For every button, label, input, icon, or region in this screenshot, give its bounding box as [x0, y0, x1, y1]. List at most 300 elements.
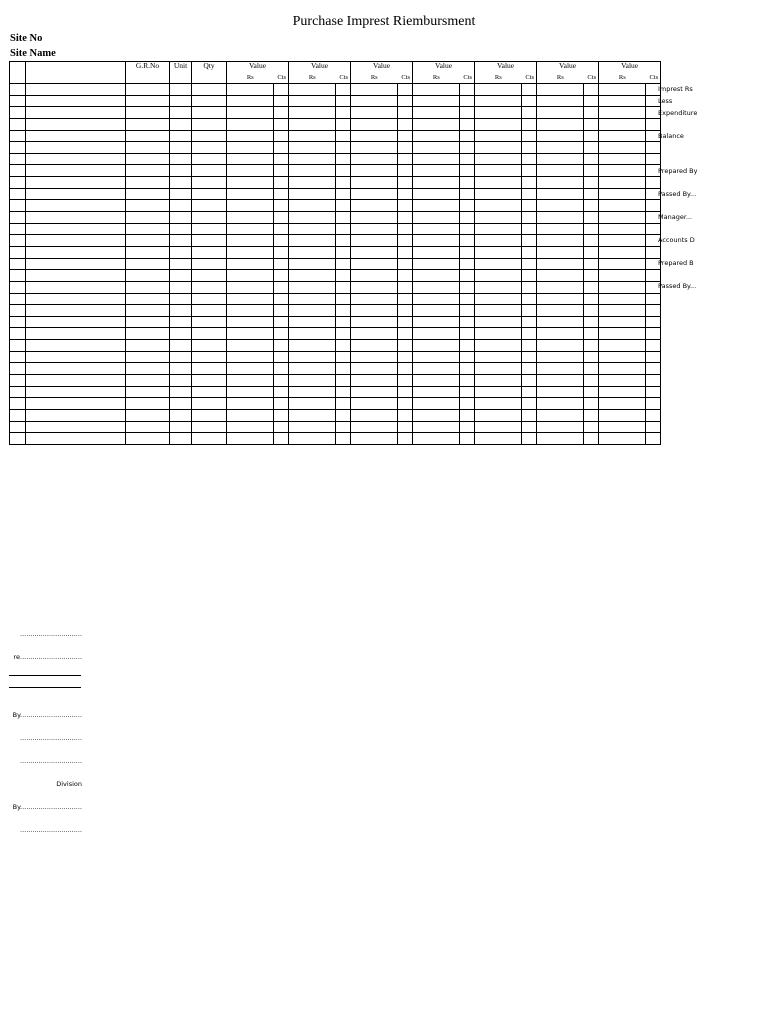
table-cell [227, 409, 274, 421]
table-cell [336, 328, 351, 340]
header-value: Value [289, 62, 351, 74]
table-cell [460, 200, 475, 212]
site-name-label: Site Name [10, 48, 56, 59]
table-cell [584, 293, 599, 305]
table-cell [584, 398, 599, 410]
table-cell [413, 281, 460, 293]
table-row [10, 305, 661, 317]
table-cell [351, 130, 398, 142]
table-cell [289, 153, 336, 165]
table-cell [192, 223, 227, 235]
table-cell [460, 153, 475, 165]
table-cell [274, 328, 289, 340]
table-cell [522, 293, 537, 305]
table-cell [10, 375, 26, 387]
table-cell [584, 188, 599, 200]
table-cell [475, 223, 522, 235]
table-cell [126, 177, 170, 189]
table-cell [126, 293, 170, 305]
table-cell [26, 305, 126, 317]
table-cell [584, 340, 599, 352]
side-label: Manager... [658, 213, 693, 221]
table-cell [537, 246, 584, 258]
table-cell [584, 409, 599, 421]
table-cell [336, 130, 351, 142]
table-cell [170, 235, 192, 247]
table-cell [170, 305, 192, 317]
table-cell [227, 328, 274, 340]
table-cell [460, 246, 475, 258]
table-cell [460, 281, 475, 293]
table-cell [26, 130, 126, 142]
table-cell [126, 421, 170, 433]
table-cell [599, 223, 646, 235]
table-cell [460, 212, 475, 224]
table-cell [126, 95, 170, 107]
table-cell [537, 433, 584, 445]
table-cell [336, 433, 351, 445]
table-cell [170, 351, 192, 363]
table-cell [537, 235, 584, 247]
table-cell [584, 363, 599, 375]
table-cell [351, 386, 398, 398]
table-cell [646, 246, 661, 258]
table-cell [584, 281, 599, 293]
table-cell [351, 375, 398, 387]
table-cell [460, 107, 475, 119]
table-cell [289, 258, 336, 270]
table-cell [10, 421, 26, 433]
table-cell [584, 351, 599, 363]
table-cell [460, 305, 475, 317]
table-cell [289, 142, 336, 154]
table-cell [460, 142, 475, 154]
table-cell [646, 153, 661, 165]
table-cell [10, 177, 26, 189]
table-cell [646, 375, 661, 387]
table-cell [227, 351, 274, 363]
table-cell [289, 130, 336, 142]
table-row [10, 421, 661, 433]
table-cell [398, 177, 413, 189]
balance-underline [9, 687, 81, 688]
table-cell [170, 421, 192, 433]
table-cell [126, 363, 170, 375]
table-cell [274, 386, 289, 398]
header-value: Value [351, 62, 413, 74]
table-cell [336, 363, 351, 375]
table-cell [227, 235, 274, 247]
table-cell [413, 340, 460, 352]
table-cell [599, 246, 646, 258]
table-cell [522, 95, 537, 107]
table-row [10, 351, 661, 363]
table-cell [599, 421, 646, 433]
table-cell [460, 84, 475, 96]
table-cell [10, 84, 26, 96]
table-cell [170, 316, 192, 328]
table-cell [126, 223, 170, 235]
table-cell [336, 316, 351, 328]
table-cell [274, 375, 289, 387]
table-cell [351, 235, 398, 247]
table-cell [522, 409, 537, 421]
table-cell [537, 177, 584, 189]
table-cell [413, 421, 460, 433]
table-cell [192, 433, 227, 445]
table-cell [227, 246, 274, 258]
table-cell [289, 281, 336, 293]
table-cell [351, 421, 398, 433]
side-label: Passed By... [658, 282, 697, 290]
table-cell [584, 328, 599, 340]
table-cell [584, 421, 599, 433]
table-row [10, 188, 661, 200]
table-cell [413, 375, 460, 387]
table-cell [10, 130, 26, 142]
table-cell [192, 118, 227, 130]
table-cell [413, 130, 460, 142]
table-cell [413, 433, 460, 445]
table-cell [413, 107, 460, 119]
subheader-rs: Rs [351, 73, 398, 84]
balance-underline [9, 675, 81, 676]
table-cell [126, 409, 170, 421]
table-cell [475, 328, 522, 340]
table-cell [336, 409, 351, 421]
table-cell [289, 386, 336, 398]
table-cell [336, 95, 351, 107]
subheader-blank-cell [170, 73, 192, 84]
table-row [10, 316, 661, 328]
table-cell [522, 142, 537, 154]
table-cell [646, 118, 661, 130]
table-cell [522, 398, 537, 410]
table-cell [227, 95, 274, 107]
table-cell [126, 153, 170, 165]
table-cell [227, 212, 274, 224]
table-cell [398, 398, 413, 410]
table-cell [599, 386, 646, 398]
table-cell [475, 375, 522, 387]
table-cell [26, 235, 126, 247]
table-cell [126, 305, 170, 317]
table-cell [274, 433, 289, 445]
table-cell [351, 107, 398, 119]
table-cell [336, 421, 351, 433]
table-cell [646, 142, 661, 154]
table-cell [646, 305, 661, 317]
subheader-blank-cell [126, 73, 170, 84]
table-cell [599, 328, 646, 340]
table-cell [537, 398, 584, 410]
table-cell [584, 118, 599, 130]
table-cell [398, 351, 413, 363]
table-cell [336, 293, 351, 305]
table-cell [460, 340, 475, 352]
table-cell [522, 270, 537, 282]
table-cell [289, 375, 336, 387]
header-value: Value [537, 62, 599, 74]
table-cell [336, 305, 351, 317]
table-cell [475, 212, 522, 224]
table-cell [599, 188, 646, 200]
table-cell [584, 130, 599, 142]
subheader-cts: Cts [646, 73, 661, 84]
table-cell [26, 363, 126, 375]
table-cell [26, 409, 126, 421]
table-cell [460, 177, 475, 189]
subheader-rs: Rs [537, 73, 584, 84]
table-cell [10, 351, 26, 363]
table-cell [413, 398, 460, 410]
table-cell [413, 316, 460, 328]
table-cell [26, 328, 126, 340]
table-cell [10, 386, 26, 398]
table-cell [460, 316, 475, 328]
table-cell [599, 363, 646, 375]
table-cell [460, 223, 475, 235]
table-cell [475, 84, 522, 96]
table-row [10, 200, 661, 212]
table-cell [413, 305, 460, 317]
table-cell [646, 386, 661, 398]
table-cell [413, 84, 460, 96]
table-cell [10, 200, 26, 212]
table-cell [289, 409, 336, 421]
table-cell [274, 130, 289, 142]
table-cell [522, 200, 537, 212]
table-cell [126, 433, 170, 445]
table-cell [351, 212, 398, 224]
table-cell [398, 153, 413, 165]
table-cell [351, 351, 398, 363]
table-cell [584, 200, 599, 212]
table-row [10, 212, 661, 224]
table-cell [522, 130, 537, 142]
table-cell [351, 153, 398, 165]
table-cell [274, 223, 289, 235]
table-cell [599, 433, 646, 445]
table-cell [336, 165, 351, 177]
table-row [10, 293, 661, 305]
table-cell [351, 328, 398, 340]
table-cell [336, 281, 351, 293]
table-cell [10, 246, 26, 258]
table-cell [584, 386, 599, 398]
header-cell-description [26, 62, 126, 74]
table-cell [537, 409, 584, 421]
table-cell [26, 386, 126, 398]
table-cell [646, 433, 661, 445]
table-cell [398, 328, 413, 340]
table-cell [10, 212, 26, 224]
table-cell [336, 118, 351, 130]
signature-line-text: By.............................. [12, 711, 82, 719]
table-cell [599, 212, 646, 224]
table-cell [336, 200, 351, 212]
table-cell [26, 340, 126, 352]
subheader-blank-cell [10, 73, 26, 84]
table-cell [398, 118, 413, 130]
table-cell [227, 142, 274, 154]
table-cell [413, 223, 460, 235]
table-cell [475, 409, 522, 421]
table-cell [170, 375, 192, 387]
table-cell [126, 340, 170, 352]
table-row [10, 409, 661, 421]
table-cell [413, 188, 460, 200]
table-cell [336, 258, 351, 270]
table-cell [537, 142, 584, 154]
signature-line [9, 826, 82, 835]
table-cell [274, 421, 289, 433]
table-cell [289, 363, 336, 375]
table-row [10, 130, 661, 142]
table-cell [413, 328, 460, 340]
table-cell [584, 95, 599, 107]
table-cell [26, 153, 126, 165]
table-cell [398, 84, 413, 96]
table-cell [10, 293, 26, 305]
table-cell [584, 153, 599, 165]
table-cell [537, 130, 584, 142]
table-cell [192, 153, 227, 165]
table-cell [126, 212, 170, 224]
table-cell [599, 235, 646, 247]
table-cell [413, 246, 460, 258]
subheader-cts: Cts [460, 73, 475, 84]
table-cell [584, 165, 599, 177]
table-cell [646, 340, 661, 352]
table-cell [10, 270, 26, 282]
table-row [10, 375, 661, 387]
table-row [10, 118, 661, 130]
table-cell [584, 235, 599, 247]
signature-line-text: .............................. [20, 826, 82, 834]
table-cell [351, 165, 398, 177]
table-cell [289, 177, 336, 189]
table-cell [274, 398, 289, 410]
table-cell [192, 142, 227, 154]
table-cell [413, 200, 460, 212]
table-cell [26, 212, 126, 224]
table-cell [192, 421, 227, 433]
table-cell [10, 118, 26, 130]
table-cell [537, 363, 584, 375]
side-label: Prepared By [658, 167, 698, 175]
subheader-cts: Cts [522, 73, 537, 84]
table-cell [398, 270, 413, 282]
table-cell [274, 95, 289, 107]
table-row [10, 165, 661, 177]
table-cell [289, 84, 336, 96]
table-cell [126, 281, 170, 293]
table-cell [10, 316, 26, 328]
subheader-rs: Rs [413, 73, 460, 84]
table-row [10, 95, 661, 107]
site-no-label: Site No [10, 33, 43, 44]
table-cell [192, 270, 227, 282]
table-cell [599, 95, 646, 107]
table-cell [227, 363, 274, 375]
table-cell [26, 188, 126, 200]
table-cell [398, 433, 413, 445]
table-cell [126, 130, 170, 142]
table-cell [274, 258, 289, 270]
table-cell [351, 293, 398, 305]
table-cell [227, 177, 274, 189]
table-cell [227, 293, 274, 305]
table-cell [227, 130, 274, 142]
table-cell [460, 351, 475, 363]
table-cell [170, 386, 192, 398]
table-cell [599, 153, 646, 165]
header-gr-no: G.R.No [126, 62, 170, 74]
table-cell [26, 223, 126, 235]
table-cell [398, 95, 413, 107]
table-cell [475, 235, 522, 247]
table-cell [475, 200, 522, 212]
table-cell [336, 84, 351, 96]
table-cell [584, 258, 599, 270]
table-cell [460, 188, 475, 200]
table-cell [26, 95, 126, 107]
table-cell [227, 305, 274, 317]
table-cell [126, 328, 170, 340]
table-cell [227, 188, 274, 200]
table-cell [26, 421, 126, 433]
table-cell [475, 177, 522, 189]
table-cell [599, 340, 646, 352]
table-cell [26, 246, 126, 258]
table-cell [289, 433, 336, 445]
table-cell [537, 270, 584, 282]
table-cell [10, 142, 26, 154]
table-cell [351, 433, 398, 445]
table-cell [336, 142, 351, 154]
table-cell [351, 95, 398, 107]
table-cell [351, 340, 398, 352]
table-cell [475, 270, 522, 282]
table-cell [170, 363, 192, 375]
table-cell [522, 153, 537, 165]
subheader-rs: Rs [227, 73, 274, 84]
table-row [10, 281, 661, 293]
table-cell [126, 107, 170, 119]
table-cell [475, 316, 522, 328]
table-cell [537, 293, 584, 305]
signature-line [9, 734, 82, 743]
table-cell [522, 212, 537, 224]
table-cell [192, 84, 227, 96]
table-row [10, 84, 661, 96]
table-cell [646, 177, 661, 189]
table-cell [26, 258, 126, 270]
table-cell [398, 375, 413, 387]
side-label: Expenditure [658, 109, 698, 117]
table-cell [274, 107, 289, 119]
table-cell [10, 235, 26, 247]
table-cell [398, 246, 413, 258]
table-cell [475, 118, 522, 130]
table-cell [192, 305, 227, 317]
table-cell [584, 212, 599, 224]
table-cell [646, 409, 661, 421]
table-cell [289, 305, 336, 317]
table-cell [274, 118, 289, 130]
table-cell [170, 212, 192, 224]
